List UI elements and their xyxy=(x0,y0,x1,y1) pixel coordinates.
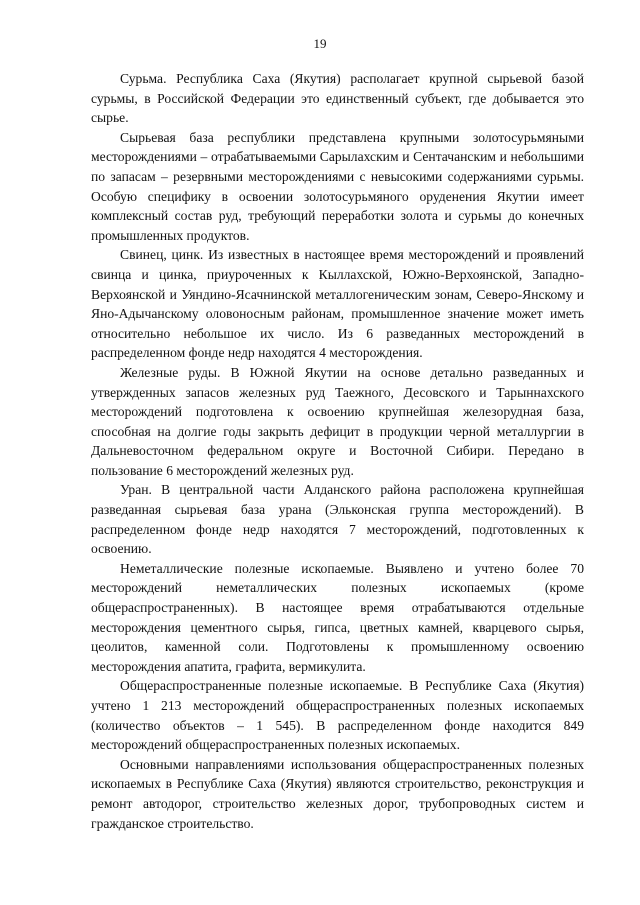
paragraph-iron-ore: Железные руды. В Южной Якутии на основе детально разведанных и утвержденных запасов железных руд Таежного, Десовского и Тарыннахского месторождений подготовлена к освоению крупнейшая железорудная база, способная на долгие годы закрыть дефицит в продукции черной металлургии в Дальневосточном федеральном округе и Восточной Сибири. Передано в пользование 6 месторождений железных руд. xyxy=(91,364,584,478)
paragraph-usage-directions: Основными направлениями использования общераспространенных полезных ископаемых в Республике Саха (Якутия) являются строительство, реконструкция и ремонт автодорог, строительство железных дорог, трубопроводных систем и гражданское строительство. xyxy=(91,756,584,831)
page-number: 19 xyxy=(313,36,327,51)
paragraph-common-minerals: Общераспространенные полезные ископаемые. В Республике Саха (Якутия) учтено 1 213 месторождений общераспространенных полезных ископаемых (количество объектов – 1 545). В распределенном фонде находится 849 месторождений общераспространенных полезных ископаемых. xyxy=(91,678,584,753)
paragraph-antimony-deposits: Сырьевая база республики представлена крупными золотосурьмяными месторождениями – отрабатываемыми Сарылахским и Сентачанским и небольшими по запасам – резервными месторождениями с невысокими содержаниями сурьмы. Особую специфику в освоении золотосурьмяного оруденения Якутии имеет комплексный состав руд, требующий переработки золота и сурьмы до конечных промышленных продуктов. xyxy=(91,129,584,243)
paragraph-antimony: Сурьма. Республика Саха (Якутия) располагает крупной сырьевой базой сурьмы, в Российской Федерации это единственный субъект, где добывается это сырье. xyxy=(91,71,584,126)
paragraph-nonmetallic: Неметаллические полезные ископаемые. Выявлено и учтено более 70 месторождений неметаллических полезных ископаемых (кроме общераспространенных). В настоящее время отрабатываются отдельные месторождения цементного сырья, гипса, цветных камней, кварцевого сырья, цеолитов, каменной соли. Подготовлены к промышленному освоению месторождения апатита, графита, вермикулита. xyxy=(91,560,584,674)
paragraph-uranium: Уран. В центральной части Алданского района расположена крупнейшая разведанная сырьевая база урана (Эльконская группа месторождений). В распределенном фонде недр находятся 7 месторождений, подготовленных к освоению. xyxy=(91,482,584,557)
paragraph-lead-zinc: Свинец, цинк. Из известных в настоящее время месторождений и проявлений свинца и цинка, приуроченных к Кыллахской, Южно-Верхоянской, Западно-Верхоянской и Уяндино-Ясачнинской металлогеническим зонам, Северо-Янскому и Яно-Адычанскому оловоносным районам, промышленное значение может иметь относительно небольшое их число. Из 6 разведанных месторождений в распределенном фонде недр находятся 4 месторождения. xyxy=(91,247,584,361)
body-text xyxy=(91,69,584,833)
